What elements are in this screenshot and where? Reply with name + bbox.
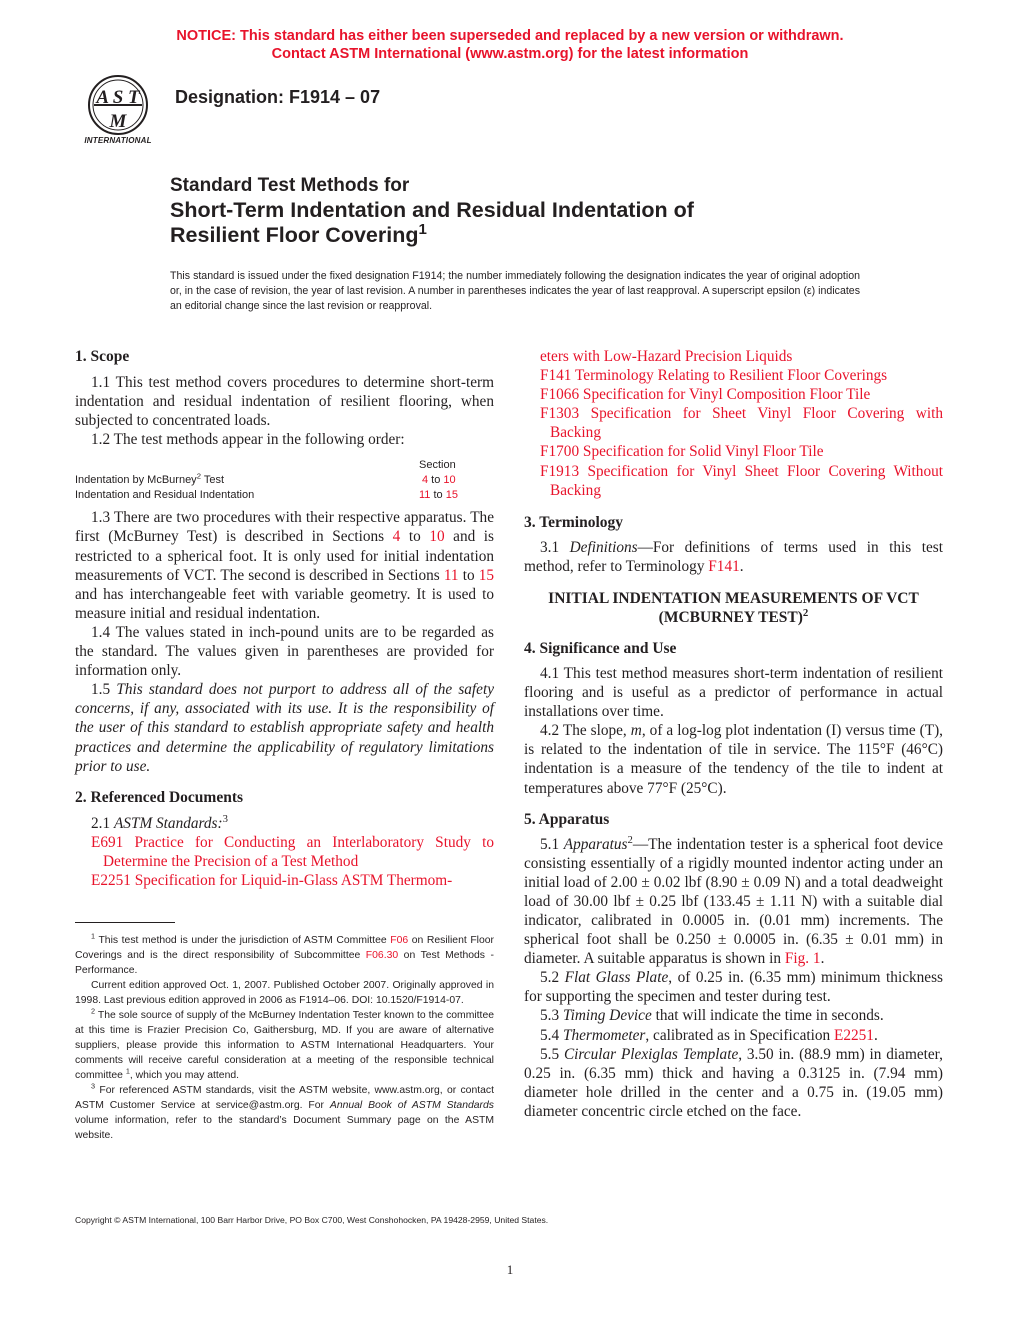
reference-item[interactable] xyxy=(524,404,943,442)
order-table xyxy=(75,458,494,508)
footnote-mark: 1 xyxy=(91,931,96,941)
apparatus-number: 5.3 xyxy=(540,1007,563,1025)
apparatus-5-3 xyxy=(524,1006,943,1025)
apparatus-heading: 5. Apparatus xyxy=(524,810,610,828)
apparatus-term: Apparatus xyxy=(563,835,628,853)
title-line-2: Short-Term Indentation and Residual Indentation of xyxy=(170,198,694,222)
terminology-link[interactable]: F141 xyxy=(708,557,740,575)
reference-title[interactable]: Specification for Solid Vinyl Floor Tile xyxy=(579,443,824,461)
reference-item[interactable] xyxy=(524,462,943,500)
initial-indentation-heading xyxy=(524,589,943,627)
reference-item[interactable] xyxy=(524,366,943,385)
order-row-sup: 2 xyxy=(196,471,201,481)
footnote-text: on Resilient Floor Coverings and is the direct responsibility of Subcommittee xyxy=(75,935,494,962)
footnote-mark: 1 xyxy=(125,1066,130,1076)
apparatus-number: 5.1 xyxy=(540,835,564,853)
scope-1-3-text: to xyxy=(458,566,479,584)
footnote-1 xyxy=(75,933,494,978)
scope-1-3 xyxy=(75,508,494,623)
apparatus-5-4 xyxy=(524,1026,943,1045)
apparatus-5-2 xyxy=(524,968,943,1006)
order-row-label: Indentation and Residual Indentation xyxy=(75,489,255,502)
committee-link[interactable]: F06 xyxy=(390,935,409,947)
footnote-mark: 2 xyxy=(627,833,633,846)
terminology-term: Definitions xyxy=(569,538,638,556)
apparatus-term: Timing Device xyxy=(562,1007,652,1025)
scope-1-3-text: and is restricted to a spherical foot. It is only used for initial indentation measurements of VCT. The second is described in Sections xyxy=(75,528,494,584)
footnote-mark: 2 xyxy=(802,606,809,619)
reference-item[interactable] xyxy=(75,833,494,871)
footnote-divider xyxy=(75,922,175,923)
reference-code[interactable]: E2251 xyxy=(91,871,131,889)
section-link[interactable]: 10 xyxy=(443,474,456,487)
section-link[interactable]: 4 xyxy=(422,474,429,487)
section-link[interactable]: 15 xyxy=(445,489,458,502)
scope-1-2: 1.2 The test methods appear in the following order: xyxy=(91,431,405,449)
terminology-3-1 xyxy=(524,538,943,576)
svg-text:M: M xyxy=(109,111,127,132)
apparatus-text: . xyxy=(873,1026,878,1044)
refdocs-heading: 2. Referenced Documents xyxy=(75,788,244,806)
logo-subtitle: INTERNATIONAL xyxy=(84,136,152,145)
right-column xyxy=(524,347,943,1121)
terminology-text: . xyxy=(739,557,744,575)
reference-title[interactable]: Specification for Liquid-in-Glass ASTM Thermom- xyxy=(130,871,453,889)
svg-text:A S T: A S T xyxy=(96,87,140,108)
reference-title[interactable]: Specification for Vinyl Composition Floor Tile xyxy=(579,386,871,404)
title-line-1: Standard Test Methods for xyxy=(170,175,410,196)
notice-banner xyxy=(0,27,1020,63)
scope-1-3-text: 1.3 There are two procedures with their respective apparatus. The first (McBurney Test) is described in Sections xyxy=(75,509,494,546)
astm-logo xyxy=(76,72,160,150)
order-row-sections xyxy=(422,473,456,488)
section-link[interactable]: 10 xyxy=(429,528,445,546)
reference-item-continued[interactable]: eters with Low-Hazard Precision Liquids xyxy=(540,348,793,365)
reference-title[interactable]: Terminology Relating to Resilient Floor Coverings xyxy=(571,367,888,385)
footnote-mark: 2 xyxy=(91,1006,96,1016)
footnote-text: , which you may attend. xyxy=(129,1070,240,1082)
footnote-text: This test method is under the jurisdiction of ASTM Committee xyxy=(95,935,391,947)
reference-item[interactable] xyxy=(524,442,943,461)
reference-item[interactable] xyxy=(524,385,943,404)
terminology-heading: 3. Terminology xyxy=(524,513,624,531)
order-row-label: Indentation by McBurney xyxy=(75,474,197,487)
apparatus-term: Thermometer xyxy=(562,1026,646,1044)
footnotes xyxy=(75,933,494,1143)
order-table-row xyxy=(75,488,254,503)
title-line-3-text: Resilient Floor Covering xyxy=(170,223,419,247)
apparatus-text: , calibrated as in Specification xyxy=(645,1026,834,1044)
notice-line-1: NOTICE: This standard has either been superseded and replaced by a new version or withdrawn. xyxy=(176,28,844,44)
section-link[interactable]: 11 xyxy=(419,489,431,502)
footnote-3 xyxy=(75,1083,494,1143)
apparatus-text: that will indicate the time in seconds. xyxy=(651,1007,884,1025)
order-row-to: to xyxy=(430,489,446,502)
footnote-text: For referenced ASTM standards, visit the ASTM website, www.astm.org, or contact ASTM Customer Service at service@astm.org. For xyxy=(75,1085,494,1112)
section-link[interactable]: 4 xyxy=(392,528,401,546)
title-line-3 xyxy=(170,220,427,248)
reference-code[interactable]: F1303 xyxy=(540,405,580,423)
apparatus-text: . xyxy=(820,950,825,968)
apparatus-number: 5.2 xyxy=(540,969,565,987)
reference-code[interactable]: E691 xyxy=(91,833,124,851)
scope-1-5-text: This standard does not purport to address all of the safety concerns, if any, associated with its use. It is the responsibility of the user of this standard to establish appropriate safety and health practices and determine the applicability of regulatory limitations prior to use. xyxy=(75,681,494,775)
footnote-2 xyxy=(75,1008,494,1083)
section-link[interactable]: 15 xyxy=(478,566,495,584)
footnote-italic: Annual Book of ASTM Standards xyxy=(329,1100,494,1112)
significance-4-1: 4.1 This test method measures short-term indentation of resilient flooring and is useful as a predictor of performance in actual installations over time. xyxy=(524,664,943,721)
apparatus-text: , of 0.25 in. (6.35 mm) minimum thickness for supporting the specimen and tester during test. xyxy=(524,969,943,1006)
apparatus-5-1 xyxy=(524,835,943,969)
scope-1-3-text: to xyxy=(400,528,430,546)
reference-title[interactable]: Practice for Conducting an Interlaboratory Study to Determine the Precision of a Test Method xyxy=(103,833,494,870)
section-link[interactable]: 11 xyxy=(443,566,459,584)
scope-heading: 1. Scope xyxy=(75,348,130,365)
title-footnote-mark: 1 xyxy=(418,220,427,238)
scope-1-5-number: 1.5 xyxy=(91,681,117,699)
significance-4-2 xyxy=(524,721,943,797)
reference-item[interactable] xyxy=(75,871,494,890)
scope-1-4: 1.4 The values stated in inch-pound units are to be regarded as the standard. The values given in parentheses are provided for information only. xyxy=(75,623,494,680)
order-table-header: Section xyxy=(419,459,456,472)
reference-code[interactable]: F1066 xyxy=(540,386,580,404)
reference-code[interactable]: F141 xyxy=(540,367,572,385)
apparatus-number: 5.5 xyxy=(540,1045,564,1063)
significance-text: , of a log-log plot indentation (I) versus time (T), is related to the indentation of tile in service. The 115°F (46°C) indentation is a measure of the tendency of the tile to indent at temperatures above 77°F (25°C). xyxy=(524,722,943,797)
apparatus-number: 5.4 xyxy=(540,1026,563,1044)
footnote-mark: 3 xyxy=(91,1081,96,1091)
scope-1-3-text: and has interchangeable feet with variable geometry. It is used to measure initial and residual indentation. xyxy=(75,585,494,622)
reference-code[interactable]: F1700 xyxy=(540,443,580,461)
reference-title[interactable]: Specification for Vinyl Sheet Floor Covering Without Backing xyxy=(550,462,943,499)
reference-code[interactable]: F1913 xyxy=(540,462,580,480)
apparatus-term: Flat Glass Plate xyxy=(564,969,669,987)
refdocs-2-1-text: ASTM Standards: xyxy=(113,814,223,832)
fixed-designation-note: This standard is issued under the fixed designation F1914; the number immediately following the designation indicates the year of original adoption or, in the case of revision, the year of last revision. A number in parentheses indicates the year of last reapproval. A superscript epsilon (ε) indicates an editorial change since the last revision or reapproval. xyxy=(170,270,860,312)
order-row-sections xyxy=(419,488,458,503)
footnote-1-edition: Current edition approved Oct. 1, 2007. Published October 2007. Originally approved in 1998. Last previous edition approved in 2006 as F1914–06. DOI: 10.1520/F1914-07. xyxy=(75,980,494,1007)
initial-heading-line-1: INITIAL INDENTATION MEASUREMENTS OF VCT xyxy=(548,589,919,607)
copyright-line: Copyright © ASTM International, 100 Barr Harbor Drive, PO Box C700, West Conshohocken, PA 19428-2959, United States. xyxy=(75,1215,549,1225)
significance-text: 4.2 The slope, xyxy=(540,722,631,740)
apparatus-text: —The indentation tester is a spherical foot device consisting essentially of a rigidly mounted indentor acting under an initial load of 2.00 ± 0.02 lbf (8.90 ± 0.09 N) and a total deadweight load of 30.00 lbf ± 0.25 lbf (133.45 ± 1.11 N) with a suitable dial indicator, calibrated in 0.0005 in. (0.01 mm) increments. The spherical foot shall be 0.250 ± 0.0005 in. (6.35 ± 0.01 mm) in diameter. A suitable apparatus is shown in xyxy=(524,835,943,968)
scope-1-5 xyxy=(75,680,494,775)
left-column xyxy=(75,348,494,1143)
footnote-mark: 3 xyxy=(222,812,228,825)
terminology-text: —For definitions of terms used in this test method, refer to Terminology xyxy=(524,538,943,575)
apparatus-term: Circular Plexiglas Template xyxy=(563,1045,739,1063)
footnote-text: The sole source of supply of the McBurney Indentation Tester known to the committee at this time is Frazier Precision Co, Gaithersburg, MD. If you are aware of alternative suppliers, please provide this information to ASTM International Headquarters. Your comments will receive careful consideration at a meeting of the responsible technical committee xyxy=(75,1010,494,1082)
order-row-to: to xyxy=(428,474,444,487)
refdocs-2-1-number: 2.1 xyxy=(91,814,114,832)
subcommittee-link[interactable]: F06.30 xyxy=(365,950,399,962)
order-row-label-end: Test xyxy=(200,474,224,487)
scope-1-1: 1.1 This test method covers procedures to determine short-term indentation and residual indentation of resilient flooring, when subjected to concentrated loads. xyxy=(75,374,494,430)
notice-line-2: Contact ASTM International (www.astm.org) for the latest information xyxy=(271,46,749,62)
slope-symbol: m xyxy=(630,722,642,740)
apparatus-5-5 xyxy=(524,1045,943,1121)
initial-heading-line-2: (MCBURNEY TEST) xyxy=(658,608,803,626)
terminology-number: 3.1 xyxy=(540,538,570,556)
footnote-text: volume information, refer to the standard’s Document Summary page on the ASTM website. xyxy=(75,1115,494,1142)
footnote-text: on Test Methods - Performance. xyxy=(75,950,494,977)
significance-heading: 4. Significance and Use xyxy=(524,639,677,657)
reference-title[interactable]: Specification for Sheet Vinyl Floor Covering with Backing xyxy=(550,405,943,442)
designation: Designation: F1914 – 07 xyxy=(175,87,381,107)
refdocs-2-1 xyxy=(75,814,494,833)
order-table-row xyxy=(75,473,224,488)
page-number: 1 xyxy=(506,1262,514,1277)
specification-link[interactable]: E2251 xyxy=(833,1026,874,1044)
apparatus-text: , 3.50 in. (88.9 mm) in diameter, 0.25 in. (6.35 mm) thick and having a 0.3125 in. (7.94 mm) diameter hole drilled in the center and a 0.75 in. (19.05 mm) diameter concentric circle etched on the face. xyxy=(524,1045,943,1120)
figure-link[interactable]: Fig. 1 xyxy=(784,950,821,968)
